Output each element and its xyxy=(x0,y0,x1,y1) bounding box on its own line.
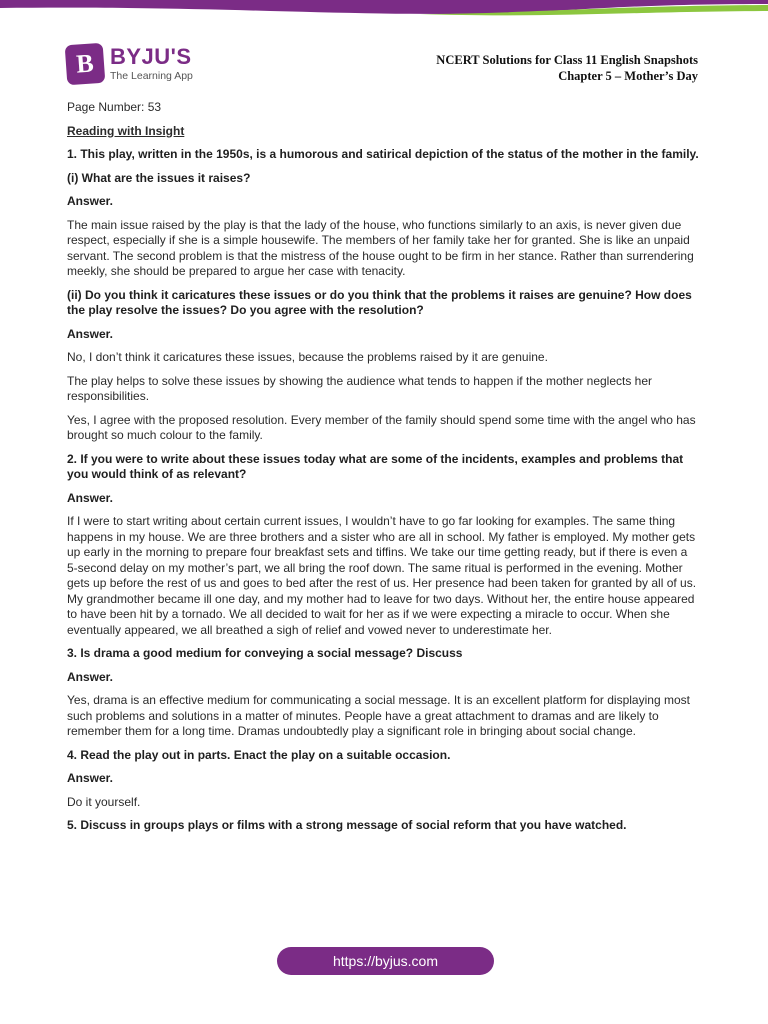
question: (i) What are the issues it raises? xyxy=(67,170,251,185)
answer-label: Answer. xyxy=(67,771,114,785)
logo-mark: B xyxy=(65,43,106,86)
answer-label: Answer. xyxy=(67,490,114,505)
question: 3. Is drama a good medium for conveying a social message? Discuss xyxy=(67,646,463,660)
section-heading: Reading with Insight xyxy=(67,123,185,138)
question: 2. If you were to write about these issues today what are some of the incidents, examples and problems that you would think of as relevant? xyxy=(67,451,684,481)
answer-paragraph: Do it yourself. xyxy=(67,794,141,809)
header-chapter: Chapter 5 – Mother’s Day xyxy=(558,69,698,83)
document-body xyxy=(67,100,701,842)
question: 4. Read the play out in parts. Enact the play on a suitable occasion. xyxy=(67,747,451,762)
answer-paragraph: Yes, I agree with the proposed resolution. Every member of the family should spend some time with the angel who has brought so much colour to the family. xyxy=(67,412,696,442)
answer-paragraph: Yes, drama is an effective medium for communicating a social message. It is an excellent platform for displaying most such problems and solutions in a matter of minutes. People have a great attachment to dramas and are likely to remember them for a long time. Dramas undoubtedly play a significant role in bringing about social change. xyxy=(67,693,690,738)
footer-url-text: https://byjus.com xyxy=(332,953,439,969)
answer-label: Answer. xyxy=(67,326,114,341)
answer-paragraph: No, I don’t think it caricatures these issues, because the problems raised by it are genuine. xyxy=(67,350,548,364)
question: 1. This play, written in the 1950s, is a humorous and satirical depiction of the status of the mother in the family. xyxy=(67,147,699,161)
answer-label: Answer. xyxy=(67,669,114,684)
document-header xyxy=(436,52,698,84)
question: (ii) Do you think it caricatures these issues or do you think that the problems it raises are genuine? How does the play resolve the issues? Do you agree with the resolution? xyxy=(67,287,692,317)
answer-paragraph: The play helps to solve these issues by showing the audience what tends to happen if the mother neglects her responsibilities. xyxy=(67,373,653,403)
answer-paragraph: If I were to start writing about certain current issues, I wouldn’t have to go far looking for examples. The same thing happens in my house. We are three brothers and a sister who are all in school. My father is employed. My mother gets up early in the morning to prepare four breakfast sets and tiffins. We take our time getting ready, but if there is even a 5-second delay on my mother’s part, we all bring the roof down. The same ritual is performed in the evening. Mother gets up before the rest of us and goes to bed after the rest of us. Her presence had been taken for granted by all of us. My grandmother became ill one day, and my mother had to leave for two days. Without her, the entire house appeared to have been hit by a tornado. We all decided to wait for her as if we were expecting a miracle to occur. When she eventually appeared, we all breathed a sigh of relief and vowed never to underestimate her. xyxy=(67,514,697,637)
byjus-logo xyxy=(66,42,193,86)
logo-tagline: The Learning App xyxy=(110,70,193,83)
question: 5. Discuss in groups plays or films with a strong message of social reform that you have watched. xyxy=(67,818,627,832)
answer-label: Answer. xyxy=(67,194,114,208)
page-number: Page Number: 53 xyxy=(67,100,162,114)
footer-url-link[interactable] xyxy=(277,947,494,975)
logo-name: BYJU'S xyxy=(110,44,192,70)
top-decorative-band xyxy=(0,0,768,22)
header-title: NCERT Solutions for Class 11 English Snapshots xyxy=(436,53,698,67)
answer-paragraph: The main issue raised by the play is that the lady of the house, who functions similarly to an axis, is never given due respect, especially if she is a simple housewife. The members of her family take her for granted. She is like an unpaid servant. The second problem is that the mistress of the house ought to be firm in her stance. Rather than surrendering meekly, she should be prepared to argue her case with tenacity. xyxy=(67,217,694,278)
